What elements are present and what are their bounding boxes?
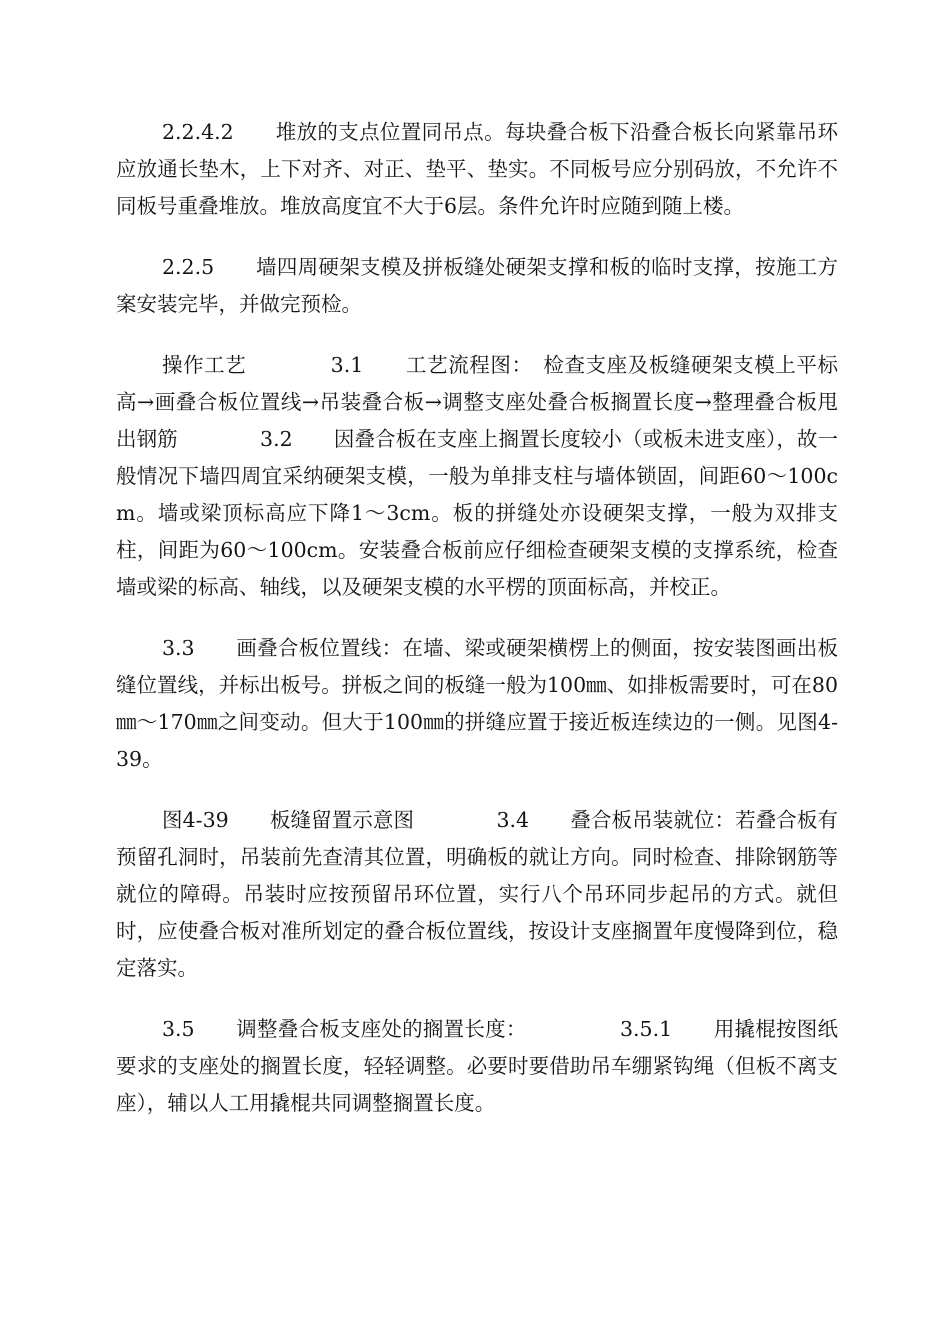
- paragraph-2-2-5: 2.2.5 墙四周硬架支模及拼板缝处硬架支撑和板的临时支撑，按施工方案安装完毕，并做完预检。: [116, 255, 838, 316]
- paragraph-3-5: 3.5 调整叠合板支座处的搁置长度： 3.5.1 用撬棍按图纸要求的支座处的搁置长度，轻轻调整。必要时要借助吊车绷紧钩绳（但板不离支座），辅以人工用撬棍共同调整搁置长度。: [116, 1017, 838, 1115]
- paragraph-figure-4-39: 图4-39 板缝留置示意图 3.4 叠合板吊装就位：若叠合板有预留孔洞时，吊装前先查清其位置，明确板的就让方向。同时检查、排除钢筋等就位的障碍。吊装时应按预留吊环位置，实行八个吊环同步起吊的方式。就但时，应使叠合板对准所划定的叠合板位置线，按设计支座搁置年度慢降到位，稳定落实。: [116, 808, 838, 980]
- paragraph-operation-process: 操作工艺 3.1 工艺流程图： 检查支座及板缝硬架支模上平标高→画叠合板位置线→吊装叠合板→调整支座处叠合板搁置长度→整理叠合板甩出钢筋 3.2 因叠合板在支座上搁置长度较小（或板未进支座），故一般情况下墙四周宜采纳硬架支模，一般为单排支柱与墙体锁固，间距60～100cm。墙或梁顶标高应下降1～3cm。板的拼缝处亦设硬架支撑，一般为双排支柱，间距为60～100cm。安装叠合板前应仔细检查硬架支模的支撑系统，检查墙或梁的标高、轴线，以及硬架支模的水平楞的顶面标高，并校正。: [116, 353, 838, 599]
- document-body: [116, 114, 838, 1146]
- paragraph-3-3: 3.3 画叠合板位置线：在墙、梁或硬架横楞上的侧面，按安装图画出板缝位置线，并标出板号。拼板之间的板缝一般为100㎜、如排板需要时，可在80㎜～170㎜之间变动。但大于100㎜的拼缝应置于接近板连续边的一侧。见图4-39。: [116, 636, 838, 771]
- paragraph-2-2-4-2: 2.2.4.2 堆放的支点位置同吊点。每块叠合板下沿叠合板长向紧靠吊环应放通长垫木，上下对齐、对正、垫平、垫实。不同板号应分别码放，不允许不同板号重叠堆放。堆放高度宜不大于6层。条件允许时应随到随上楼。: [116, 120, 838, 218]
